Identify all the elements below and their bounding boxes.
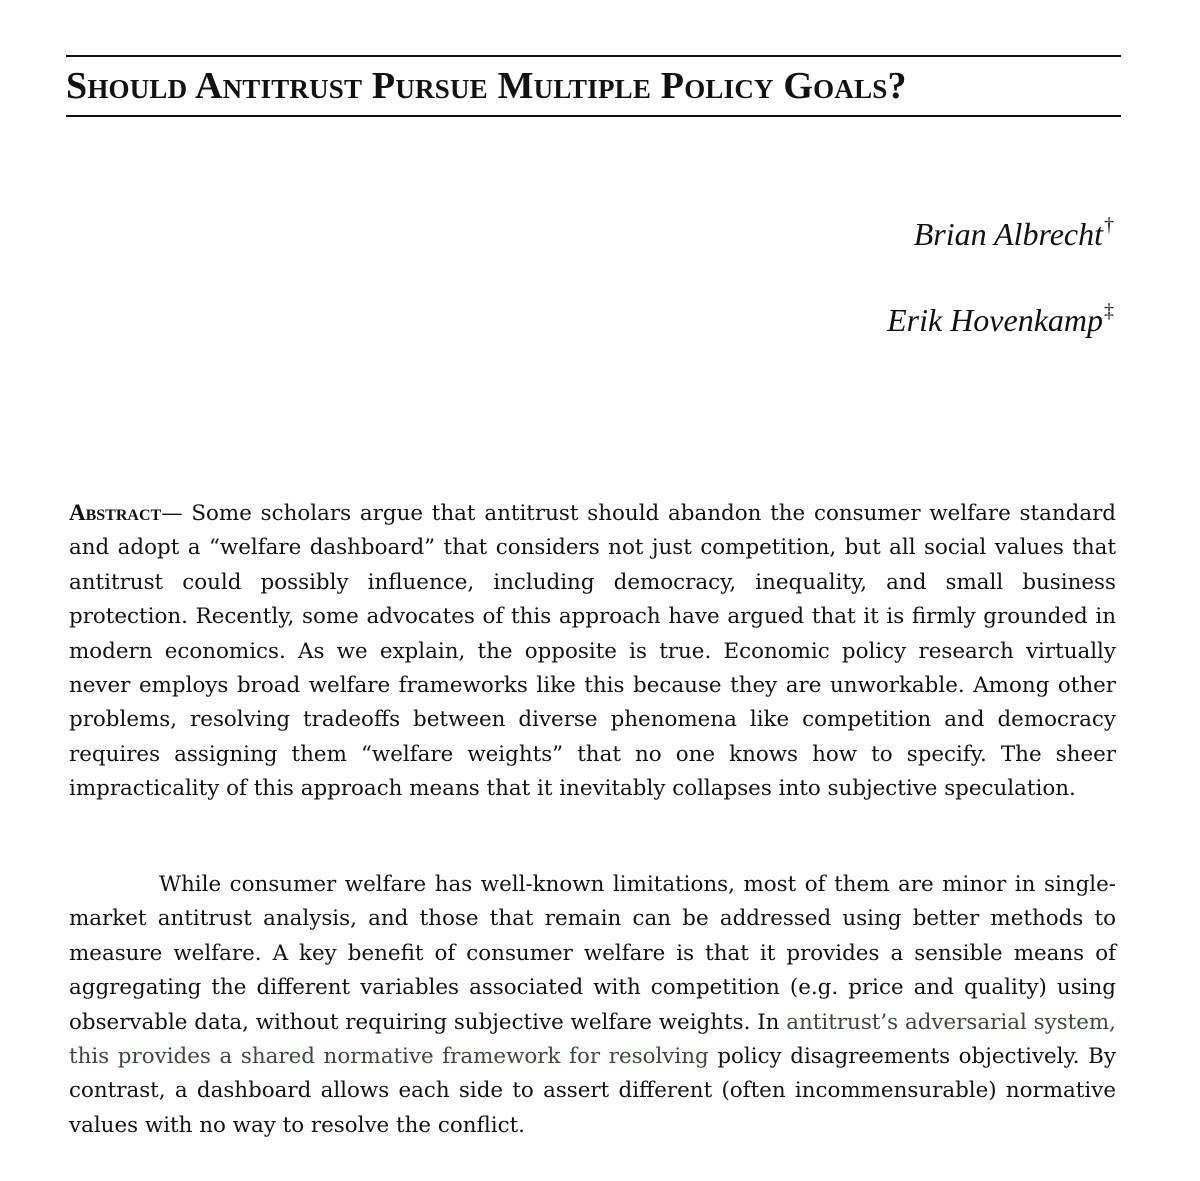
title-rule-bottom bbox=[66, 115, 1121, 117]
author-1 bbox=[914, 214, 1114, 254]
abstract-dash: — bbox=[161, 501, 183, 526]
abstract-paragraph bbox=[69, 496, 1116, 807]
body-paragraph-2-text-c: policy disagreements objectively. By contrast, a dashboard allows each side to assert different (often incommensurable) normative values with no way to resolve the conflict. bbox=[69, 1044, 1116, 1138]
abstract-text: Some scholars argue that antitrust should abandon the consumer welfare standard and adopt a “welfare dashboard” that considers not just competition, but all social values that antitrust could possibly influence, including democracy, inequality, and small business protection. Recently, some advocates of this approach have argued that it is firmly grounded in modern economics. As we explain, the opposite is true. Economic policy research virtually never employs broad welfare frameworks like this because they are unworkable. Among other problems, resolving tradeoffs between diverse phenomena like competition and democracy requires assigning them “welfare weights” that no one knows how to specify. The sheer impracticality of this approach means that it inevitably collapses into subjective speculation. bbox=[69, 501, 1116, 802]
title-rule-top bbox=[66, 55, 1121, 57]
body-paragraph-2 bbox=[69, 868, 1116, 1143]
author-2-footnote-mark[interactable]: ‡ bbox=[1104, 300, 1114, 322]
body-paragraph-2-text-b: antitrust’s adversarial system, this provides a shared normative framework for resolving bbox=[69, 1009, 1116, 1070]
author-1-footnote-mark[interactable]: † bbox=[1104, 214, 1114, 236]
author-1-name: Brian Albrecht bbox=[913, 216, 1103, 252]
abstract-label: Abstract bbox=[69, 500, 162, 525]
body-paragraph-2-text-a: While consumer welfare has well-known limitations, most of them are minor in single-market antitrust analysis, and those that remain can be addressed using better methods to measure welfare. A key benefit of consumer welfare is that it provides a sensible means of aggregating the different variables associated with competition (e.g. price and quality) using observable data, without requiring subjective welfare weights. In bbox=[69, 872, 1116, 1035]
paper-title: Should Antitrust Pursue Multiple Policy Goals? bbox=[66, 65, 907, 107]
author-2-name: Erik Hovenkamp bbox=[887, 302, 1103, 338]
author-2 bbox=[887, 300, 1114, 340]
